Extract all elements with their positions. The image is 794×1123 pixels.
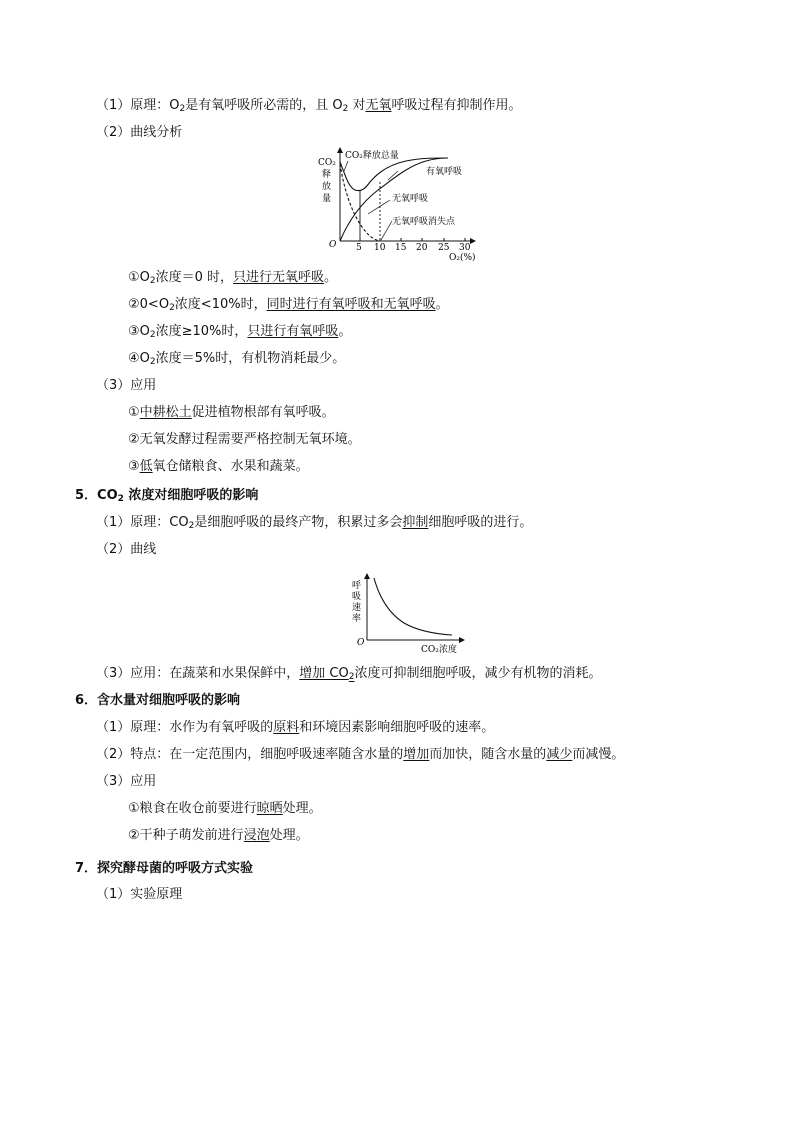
application-heading: （3）应用 <box>96 774 157 789</box>
x-label: CO₂浓度 <box>421 645 457 655</box>
application-item: ①粮食在收仓前要进行晾晒处理。 <box>128 801 322 816</box>
origin-label: O <box>329 240 337 250</box>
y-label: 呼 <box>352 581 362 591</box>
y-label: 释 <box>322 170 332 180</box>
item-o2-below-10: $②0<O_2$浓度<10%时，同时进行有氧呼吸和无氧呼吸。 <box>128 297 449 313</box>
curve-analysis-heading: （2）曲线分析 <box>96 125 183 140</box>
application-item: ③低氧仓储粮食、水果和蔬菜。 <box>128 459 309 474</box>
x-tick: 15 <box>395 243 407 253</box>
section-5-title: 5．$CO_2$ 浓度对细胞呼吸的影响 <box>75 488 259 504</box>
y-label: 吸 <box>352 592 362 602</box>
x-tick: 30 <box>459 243 471 253</box>
application-line: （3）应用：在蔬菜和水果保鲜中，增加 $CO_2$浓度可抑制细胞呼吸，减少有机物的消耗。 <box>96 666 602 682</box>
principle-line: （1）原理：$CO_2$是细胞呼吸的最终产物，积累过多会抑制细胞呼吸的进行。 <box>96 515 533 531</box>
y-label: 速 <box>352 603 362 613</box>
co2-concentration-chart <box>340 568 480 656</box>
y-label: 率 <box>352 614 362 624</box>
application-heading: （3）应用 <box>96 378 157 393</box>
x-tick: 5 <box>356 243 362 253</box>
origin-label: O <box>357 638 365 648</box>
feature-line: （2）特点：在一定范围内，细胞呼吸速率随含水量的增加而加快，随含水量的减少而减慢。 <box>96 747 625 762</box>
principle-line: （1）原理：水作为有氧呼吸的原料和环境因素影响细胞呼吸的速率。 <box>96 720 495 735</box>
x-tick: 20 <box>416 243 428 253</box>
application-item: ②干种子萌发前进行浸泡处理。 <box>128 828 309 843</box>
label-anaerobic-vanish-point: 无氧呼吸消失点 <box>392 217 456 227</box>
x-tick: 10 <box>374 243 386 253</box>
y-label: CO₂ <box>318 158 336 168</box>
label-anaerobic: 无氧呼吸 <box>392 194 429 204</box>
respiration-rate-curve <box>374 578 452 635</box>
section-7-title: 7．探究酵母菌的呼吸方式实验 <box>75 861 254 876</box>
experiment-principle-heading: （1）实验原理 <box>96 887 183 902</box>
application-item: ①中耕松土促进植物根部有氧呼吸。 <box>128 405 335 420</box>
item-o2-above-10: $③O_2$浓度≥10%时，只进行有氧呼吸。 <box>128 324 352 340</box>
principle-line: （1）原理：$O_2$是有氧呼吸所必需的，且 $O_2$ 对无氧呼吸过程有抑制作用。 <box>96 98 522 114</box>
x-label: O₂(%) <box>449 253 476 262</box>
x-tick: 25 <box>438 243 450 253</box>
o2-co2-release-chart <box>308 144 488 262</box>
y-label: 量 <box>322 194 332 204</box>
section-6-title: 6．含水量对细胞呼吸的影响 <box>75 693 241 708</box>
curve-heading: （2）曲线 <box>96 542 157 557</box>
application-item: ②无氧发酵过程需要严格控制无氧环境。 <box>128 432 361 447</box>
item-o2-5: $④O_2$浓度＝5%时，有机物消耗最少。 <box>128 351 346 367</box>
label-total-co2: CO₂释放总量 <box>345 151 399 161</box>
y-label: 放 <box>322 182 332 192</box>
item-o2-zero: $①O_2$浓度＝0 时，只进行无氧呼吸。 <box>128 270 338 286</box>
label-aerobic: 有氧呼吸 <box>426 167 463 177</box>
